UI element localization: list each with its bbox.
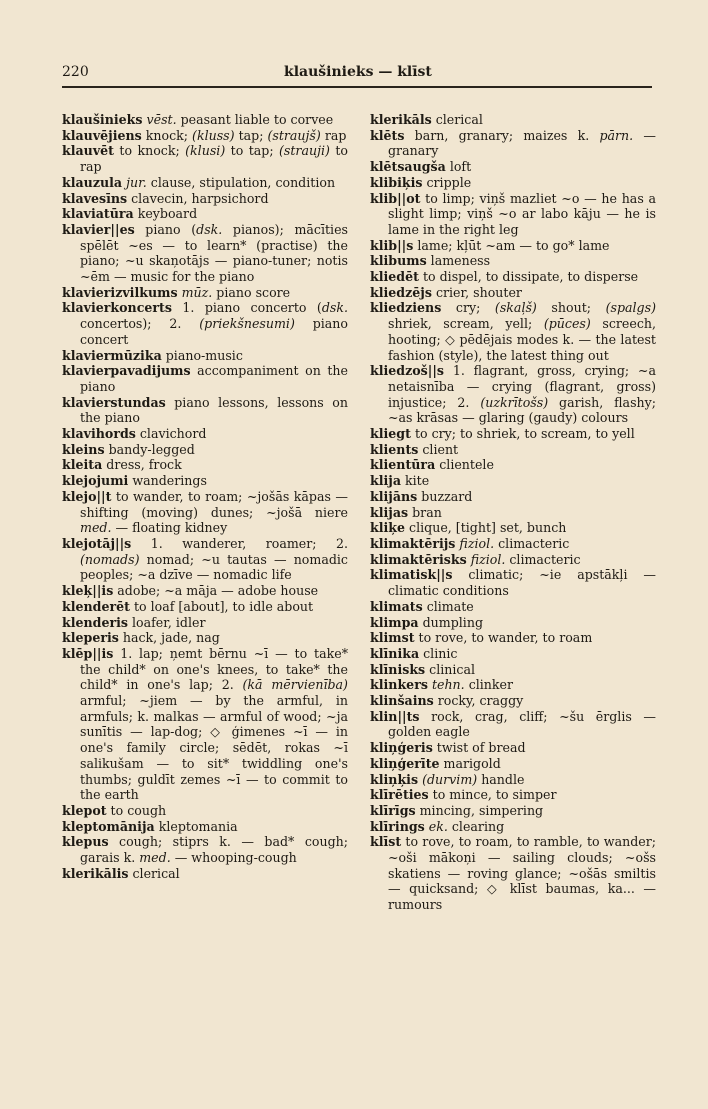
dictionary-entry: klīnisks clinical <box>370 661 475 677</box>
dictionary-entry: klib||ot to limp; viņš mazliet ~o — he has a slight limp; viņš ~o ar labo kāju — he is lame in the right leg <box>370 190 656 237</box>
dictionary-entry: klijas bran <box>370 504 442 520</box>
dictionary-entry: klijāns buzzard <box>370 488 473 504</box>
dictionary-entry: klerikālis clerical <box>62 865 180 881</box>
dictionary-entry: klenderēt to loaf [about], to idle about <box>62 598 314 614</box>
dictionary-entry: kleķ||is adobe; ~a māja — adobe house <box>62 583 319 599</box>
dictionary-entry: kleperis hack, jade, nag <box>62 630 220 646</box>
left-column <box>62 112 348 881</box>
dictionary-entry: klija kite <box>370 473 430 489</box>
dictionary-entry: klimats climate <box>370 598 474 614</box>
running-head: klaušinieks — klīst <box>284 64 432 80</box>
dictionary-entry: klibums lameness <box>370 253 491 269</box>
dictionary-entry: kleptomānija kleptomania <box>62 818 238 834</box>
dictionary-entry: klepus cough; stiprs k. — bad* cough; garais k. med. — whooping-cough <box>62 834 348 866</box>
dictionary-entry: klauzula jur. clause, stipulation, condition <box>62 174 336 190</box>
dictionary-entry: klauvēt to knock; (klusi) to tap; (strauji) to rap <box>62 143 348 175</box>
dictionary-entry: klients client <box>370 441 459 457</box>
dictionary-entry: klavier||es piano (dsk. pianos); mācīties spēlēt ~es — to learn* (practise) the piano; ~u skaņotājs — piano-tuner; notis ~ēm — music for the piano <box>62 221 348 285</box>
dictionary-entry: klavierizvilkums mūz. piano score <box>62 284 291 300</box>
dictionary-entry: kliņģerīte marigold <box>370 755 501 771</box>
dictionary-entry: klētsaugša loft <box>370 159 472 175</box>
dictionary-entry: klaviermūzika piano-music <box>62 347 243 363</box>
dictionary-entry: klimpa dumpling <box>370 614 484 630</box>
dictionary-entry: kliegt to cry; to shriek, to scream, to yell <box>370 426 635 442</box>
dictionary-entry: klejotāj||s 1. wanderer, roamer; 2. (nomads) nomad; ~u tautas — nomadic peoples; ~a dzīve — nomadic life <box>62 535 348 583</box>
dictionary-entry: kleins bandy-legged <box>62 441 195 457</box>
dictionary-entry: klīrīgs mincing, simpering <box>370 802 544 818</box>
dictionary-entry: klauvējiens knock; (kluss) tap; (straujš) rap <box>62 127 347 143</box>
dictionary-entry: klepot to cough <box>62 802 167 818</box>
dictionary-entry: klēp||is 1. lap; ņemt bērnu ~ī — to take* the child* on one's knees, to take* the child* in one's lap; 2. (kā mērvienība) armful; ~jiem — by the armful, in armfuls; k. malkas — armful of wood; ~ja sunītis — lap-dog; ◇ ģimenes ~ī — in one's family circle; sēdēt, rokas ~ī salikušam — to sit* twiddling one's thumbs; guldīt zemes ~ī — to commit to the earth <box>62 645 348 803</box>
dictionary-entry: klavierpavadijums accompaniment on the piano <box>62 363 348 394</box>
dictionary-entry: klēts barn, granary; maizes k. pārn. — granary <box>370 127 656 159</box>
dictionary-entry: klaviatūra keyboard <box>62 206 198 222</box>
dictionary-entry: klimst to rove, to wander, to roam <box>370 630 593 646</box>
page-header <box>62 64 652 88</box>
dictionary-entry: klīrings ek. clearing <box>370 818 505 834</box>
dictionary-entry: klīst to rove, to roam, to ramble, to wander; ~oši mākoņi — sailing clouds; ~ošs skatiens — roving glance; ~ošās smiltis — quicksand; ◇ klīst baumas, ka... — rumours <box>370 834 656 913</box>
dictionary-entry: klib||s lame; kļūt ~am — to go* lame <box>370 237 610 253</box>
dictionary-entry: klientūra clientele <box>370 457 494 473</box>
dictionary-entry: kliedzējs crier, shouter <box>370 284 522 300</box>
dictionary-entry: kliedziens cry; (skaļš) shout; (spalgs) shriek, scream, yell; (pūces) screech, hooting; ◇ pēdējais modes k. — the latest fashion (style), the latest thing out <box>370 300 656 363</box>
dictionary-entry: klavierstundas piano lessons, lessons on the piano <box>62 394 348 426</box>
dictionary-entry: klejojumi wanderings <box>62 473 207 489</box>
dictionary-entry: klin||ts rock, crag, cliff; ~šu ērglis — golden eagle <box>370 708 656 740</box>
dictionary-entry: kliņģeris twist of bread <box>370 740 526 756</box>
dictionary-entry: klaušinieks vēst. peasant liable to corvee <box>62 112 334 127</box>
dictionary-entry: klimaktērijs fiziol. climacteric <box>370 535 570 551</box>
dictionary-entry: klenderis loafer, idler <box>62 614 206 630</box>
dictionary-entry: klerikāls clerical <box>370 112 483 127</box>
dictionary-entry: klibiķis cripple <box>370 174 472 190</box>
header-rule <box>62 86 652 88</box>
dictionary-entry: klimatisk||s climatic; ~ie apstākļi — climatic conditions <box>370 567 656 599</box>
dictionary-entry: kleita dress, frock <box>62 457 182 473</box>
dictionary-entry: klinšains rocky, craggy <box>370 693 524 709</box>
dictionary-entry: klīrēties to mince, to simper <box>370 787 557 803</box>
dictionary-entry: klinkers tehn. clinker <box>370 677 514 693</box>
page-number: 220 <box>62 64 89 80</box>
dictionary-entry: kliedzoš||s 1. flagrant, gross, crying; ~a netaisnība — crying (flagrant, gross) injustice; 2. (uzkrītošs) garish, flashy; ~as krāsas — glaring (gaudy) colours <box>370 363 657 426</box>
dictionary-entry: klimaktērisks fiziol. climacteric <box>370 551 581 567</box>
dictionary-entry: klejo||t to wander, to roam; ~jošās kāpas — shifting (moving) dunes; ~jošā niere med. — floating kidney <box>62 488 348 536</box>
dictionary-entry: kliedēt to dispel, to dissipate, to disperse <box>370 269 639 285</box>
dictionary-entry: klīnika clinic <box>370 645 458 661</box>
dictionary-entry: klavihords clavichord <box>62 426 207 442</box>
dictionary-entry: kliķe clique, [tight] set, bunch <box>370 520 567 536</box>
dictionary-entry: kliņķis (durvim) handle <box>370 771 525 787</box>
dictionary-entry: klavesīns clavecin, harpsichord <box>62 190 269 206</box>
dictionary-entry: klavierkoncerts 1. piano concerto (dsk. concertos); 2. (priekšnesumi) piano concert <box>62 300 349 347</box>
right-column <box>370 112 656 913</box>
